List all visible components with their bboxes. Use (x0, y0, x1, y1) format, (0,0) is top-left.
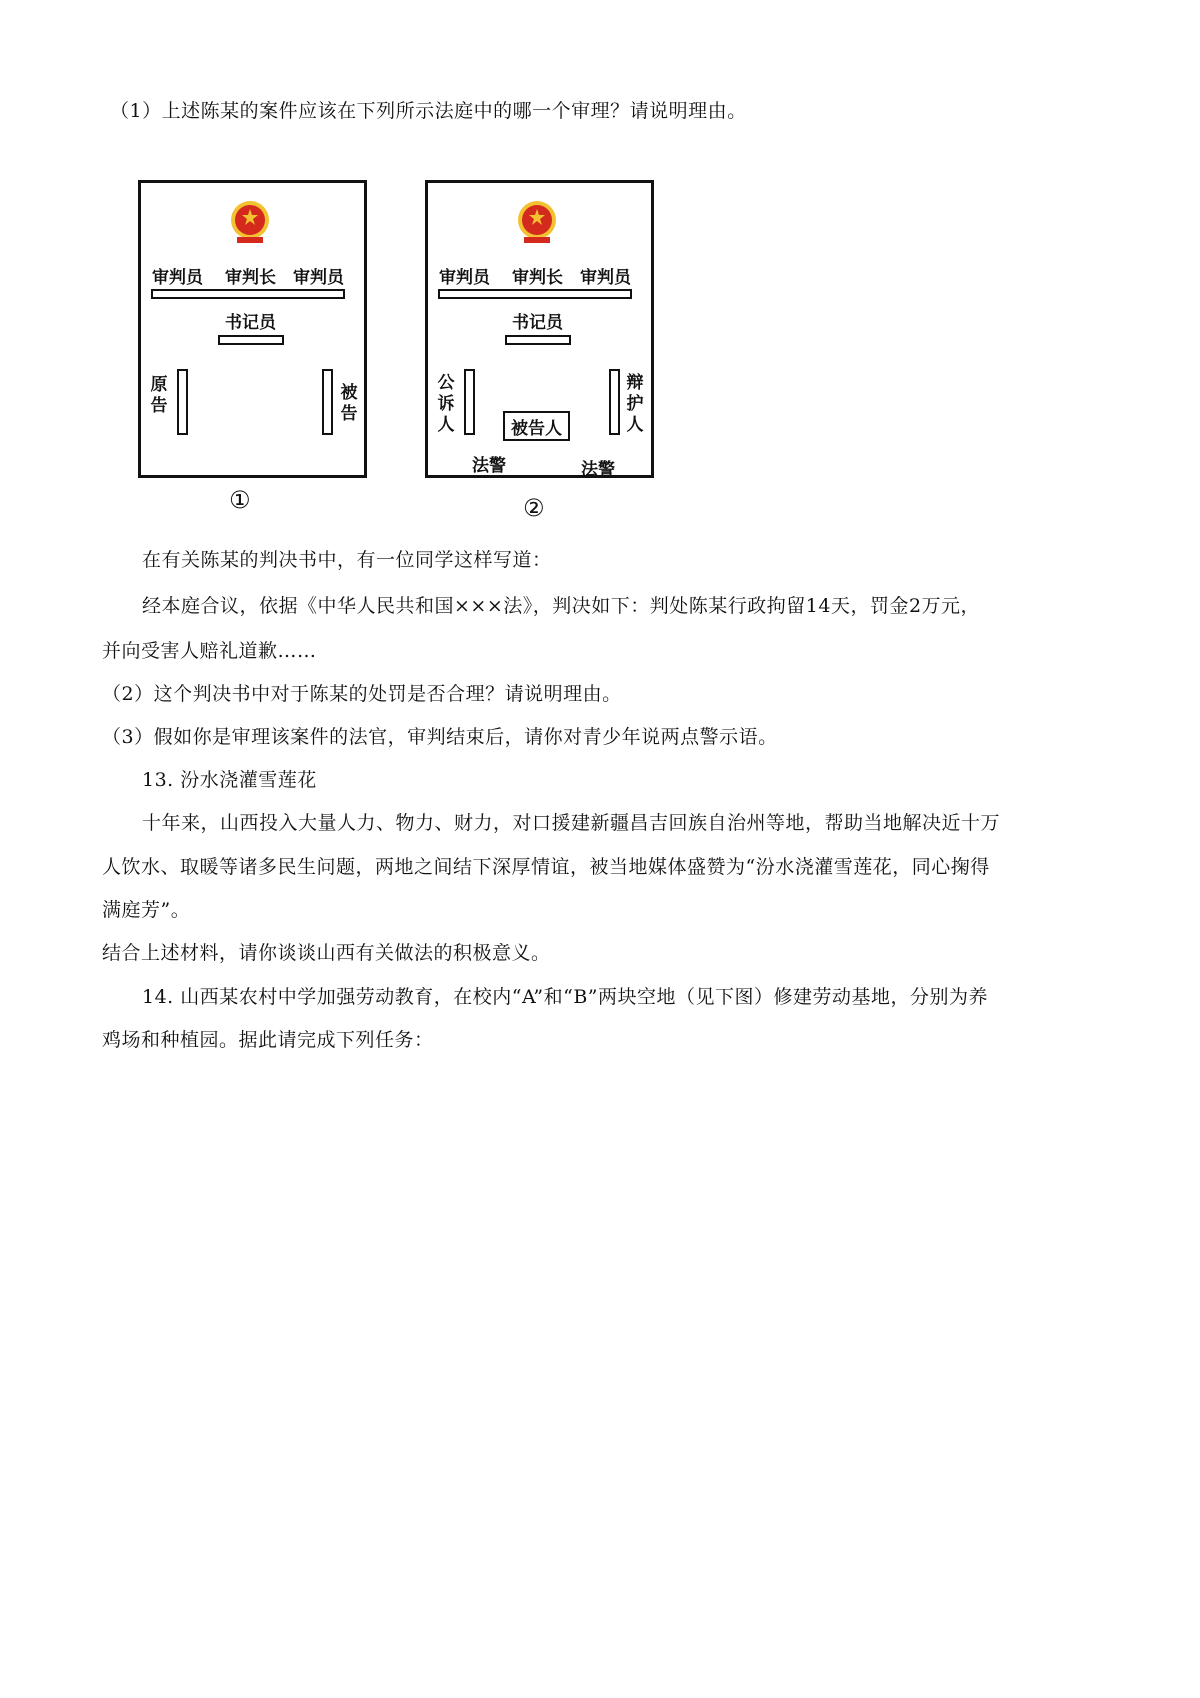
diagram-1-number: ① (229, 486, 251, 514)
national-emblem-icon (225, 197, 275, 247)
question-13-text-line-2: 人饮水、取暖等诸多民生问题，两地之间结下深厚情谊，被当地媒体盛赞为“汾水浇灌雪莲花，同心掬得 (102, 856, 990, 878)
bailiff-right-label: 法警 (581, 460, 615, 480)
clerk-label: 书记员 (512, 313, 563, 333)
judge-left-label: 审判员 (152, 268, 203, 288)
plaintiff-label: 原告 (150, 375, 168, 416)
presiding-judge-label: 审判长 (225, 268, 276, 288)
defendant-label: 被告 (340, 383, 358, 424)
defendant-box: 被告人 (503, 411, 570, 441)
verdict-text-line-2: 并向受害人赔礼道歉…… (102, 640, 317, 662)
clerk-label: 书记员 (225, 313, 276, 333)
plaintiff-desk (177, 369, 188, 435)
prosecutor-desk (464, 369, 475, 435)
defendant-desk (322, 369, 333, 435)
national-emblem-icon (512, 197, 562, 247)
question-3: （3）假如你是审理该案件的法官，审判结束后，请你对青少年说两点警示语。 (102, 726, 778, 748)
judge-right-label: 审判员 (580, 268, 631, 288)
question-1: （1）上述陈某的案件应该在下列所示法庭中的哪一个审理？请说明理由。 (110, 100, 747, 122)
judge-right-label: 审判员 (293, 268, 344, 288)
judges-bench (438, 289, 632, 299)
clerk-desk (505, 335, 571, 345)
defense-desk (609, 369, 620, 435)
courtroom-diagram-2 (425, 180, 654, 478)
question-13-prompt: 结合上述材料，请你谈谈山西有关做法的积极意义。 (102, 942, 551, 964)
defense-lawyer-label: 辩护人 (626, 373, 644, 435)
question-14-text-line-1: 14. 山西某农村中学加强劳动教育，在校内“A”和“B”两块空地（见下图）修建劳动基地，分别为养 (142, 986, 989, 1008)
bailiff-left-label: 法警 (472, 456, 506, 476)
verdict-intro: 在有关陈某的判决书中，有一位同学这样写道： (142, 549, 552, 571)
verdict-text-line-1: 经本庭合议，依据《中华人民共和国×××法》，判决如下：判处陈某行政拘留14天，罚金2万元， (142, 595, 981, 617)
diagram-2-number: ② (523, 494, 545, 522)
courtroom-diagram-1 (138, 180, 367, 478)
judges-bench (151, 289, 345, 299)
judge-left-label: 审判员 (439, 268, 490, 288)
clerk-desk (218, 335, 284, 345)
question-14-text-line-2: 鸡场和种植园。据此请完成下列任务： (102, 1029, 434, 1051)
prosecutor-label: 公诉人 (437, 373, 455, 435)
presiding-judge-label: 审判长 (512, 268, 563, 288)
question-13-text-line-3: 满庭芳”。 (102, 899, 191, 921)
question-13-text-line-1: 十年来，山西投入大量人力、物力、财力，对口援建新疆昌吉回族自治州等地，帮助当地解决近十万 (142, 812, 1001, 834)
question-2: （2）这个判决书中对于陈某的处罚是否合理？请说明理由。 (102, 683, 622, 705)
question-13-title: 13. 汾水浇灌雪莲花 (142, 769, 317, 791)
